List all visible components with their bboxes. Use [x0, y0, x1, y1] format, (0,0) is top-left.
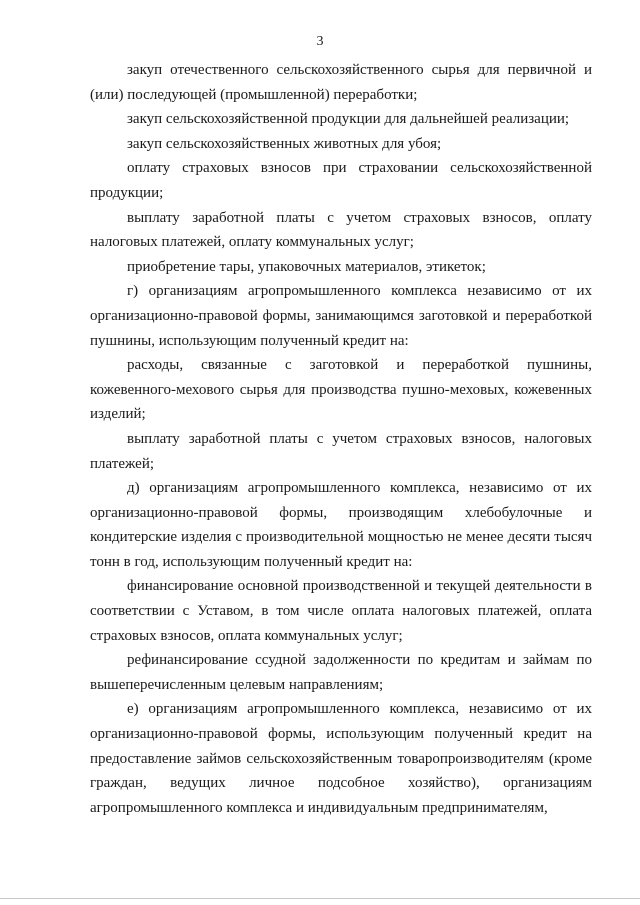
scan-edge-divider: [0, 898, 640, 899]
page-number: 3: [316, 34, 324, 49]
paragraph-7: г) организациям агропромышленного комплекса независимо от их организационно-правовой формы, занимающимся заготовкой и переработкой пушнины, использующим полученный кредит на:: [90, 283, 592, 349]
document-body: [90, 58, 592, 820]
paragraph-8: расходы, связанные с заготовкой и переработкой пушнины, кожевенного-мехового сырья для производства пушно-меховых, кожевенных изделий;: [90, 357, 592, 423]
paragraph-9: выплату заработной платы с учетом страховых взносов, налоговых платежей;: [90, 430, 592, 472]
paragraph-4: оплату страховых взносов при страховании сельскохозяйственной продукции;: [90, 160, 592, 201]
paragraph-1: закуп отечественного сельскохозяйственного сырья для первичной и (или) последующей (промышленной) переработки;: [90, 62, 592, 103]
paragraph-12: рефинансирование ссудной задолженности по кредитам и займам по вышеперечисленным целевым направлениям;: [90, 652, 592, 693]
paragraph-10: д) организациям агропромышленного комплекса, независимо от их организационно-правовой формы, производящим хлебобулочные и кондитерские изделия с производительной мощностью не менее десяти тысяч тонн в год, использующим полученный кредит на:: [90, 480, 592, 570]
paragraph-13: е) организациям агропромышленного комплекса, независимо от их организационно-правовой формы, использующим полученный кредит на предоставление займов сельскохозяйственным товаропроизводителям (кроме граждан, ведущих личное подсобное хозяйство), организациям агропромышленного комплекса и индивидуальным предпринимателям,: [90, 701, 592, 816]
paragraph-3: закуп сельскохозяйственных животных для убоя;: [127, 135, 442, 152]
paragraph-5: выплату заработной платы с учетом страховых взносов, оплату налоговых платежей, оплату коммунальных услуг;: [90, 209, 592, 251]
paragraph-2: закуп сельскохозяйственной продукции для дальнейшей реализации;: [127, 111, 570, 128]
paragraph-11: финансирование основной производственной и текущей деятельности в соответствии с Уставом, в том числе оплата налоговых платежей, оплата страховых взносов, оплата коммунальных услуг;: [90, 578, 592, 644]
paragraph-6: приобретение тары, упаковочных материалов, этикеток;: [127, 258, 486, 275]
